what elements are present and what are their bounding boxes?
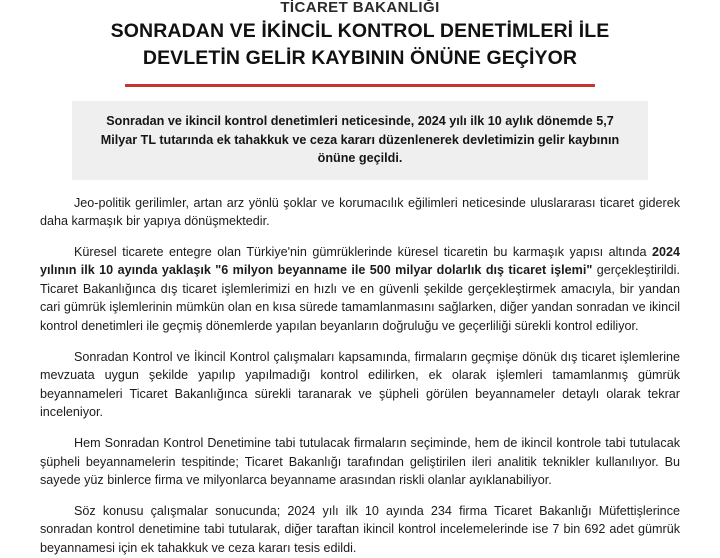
- paragraph-3: Sonradan Kontrol ve İkincil Kontrol çalışmaları kapsamında, firmaların geçmişe dönük dış ticaret işlemlerine mevzuata uygun şekilde yapılıp yapılmadığı kontrol edilirken, ek olarak işlemleri tamamlanmış gümrük beyannameleri Ticaret Bakanlığınca sürekli taranarak ve şüpheli görülen beyannameler detaylı olarak tekrar inceleniyor.: [40, 349, 680, 420]
- headline-line-2: DEVLETİN GELİR KAYBININ ÖNÜNE GEÇİYOR: [142, 47, 578, 69]
- paragraph-1: Jeo-politik gerilimler, artan arz yönlü şoklar ve korumacılık eğilimleri neticesinde uluslararası ticaret giderek daha karmaşık bir yapıya dönüşmektedir.: [40, 195, 680, 229]
- paragraph-2-part-2: gerçekleştirildi. Ticaret Bakanlığınca dış ticaret işlemlerimizi en hızlı ve en güvenli şekilde gerçekleştirmek amacıyla, bir yandan cari gümrük işlemlerinin mümkün olan en kısa sürede tamamlanmasını sağlarken, diğer yandan sonradan ve ikincil kontrol denetimleri ile geçmiş dönemlerde yapılan beyanların doğruluğu ve geçerliliği sürekli kontrol ediliyor.: [40, 263, 680, 334]
- paragraph-2-part-1: Küresel ticarete entegre olan Türkiye'nin gümrüklerinde küresel ticaretin bu karmaşık yapısı altında: [74, 244, 652, 259]
- lead-summary-text: Sonradan ve ikincil kontrol denetimleri neticesinde, 2024 yılı ilk 10 aylık dönemde 5,7 Milyar TL tutarında ek tahakkuk ve ceza kararı düzenlenerek devletimizin gelir kaybının önüne geçildi.: [100, 114, 620, 165]
- title-divider: [125, 84, 595, 87]
- lead-summary-box: [72, 101, 648, 180]
- paragraph-2-highlight: 2024 yılının ilk 10 ayında yaklaşık "6 milyon beyanname ile 500 milyar dolarlık dış ticaret işlemi": [40, 244, 680, 278]
- article-body: [40, 194, 680, 558]
- headline-line-1: SONRADAN VE İKİNCİL KONTROL DENETİMLERİ İLE: [110, 20, 610, 42]
- page-title: [40, 18, 680, 72]
- paragraph-2: [40, 243, 680, 336]
- paragraph-5: Söz konusu çalışmalar sonucunda; 2024 yılı ilk 10 ayında 234 firma Ticaret Bakanlığı Müfettişlerince sonradan kontrol denetimine tabi tutularak, diğer taraftan ikincil kontrol incelemelerinde ise 7 bin 692 adet gümrük beyannamesi için ek tahakkuk ve ceza kararı tesis edildi.: [40, 503, 680, 555]
- paragraph-4: Hem Sonradan Kontrol Denetimine tabi tutulacak firmaların seçiminde, hem de ikincil kontrole tabi tutulacak şüpheli beyannamelerin tespitinde; Ticaret Bakanlığı tarafından geliştirilen ileri analitik teknikler kullanılıyor. Bu sayede yüz binlerce firma ve milyonlarca beyanname arasından riskli olanlar ayıklanabiliyor.: [40, 436, 680, 488]
- ministry-title: TİCARET BAKANLIĞI: [280, 0, 440, 14]
